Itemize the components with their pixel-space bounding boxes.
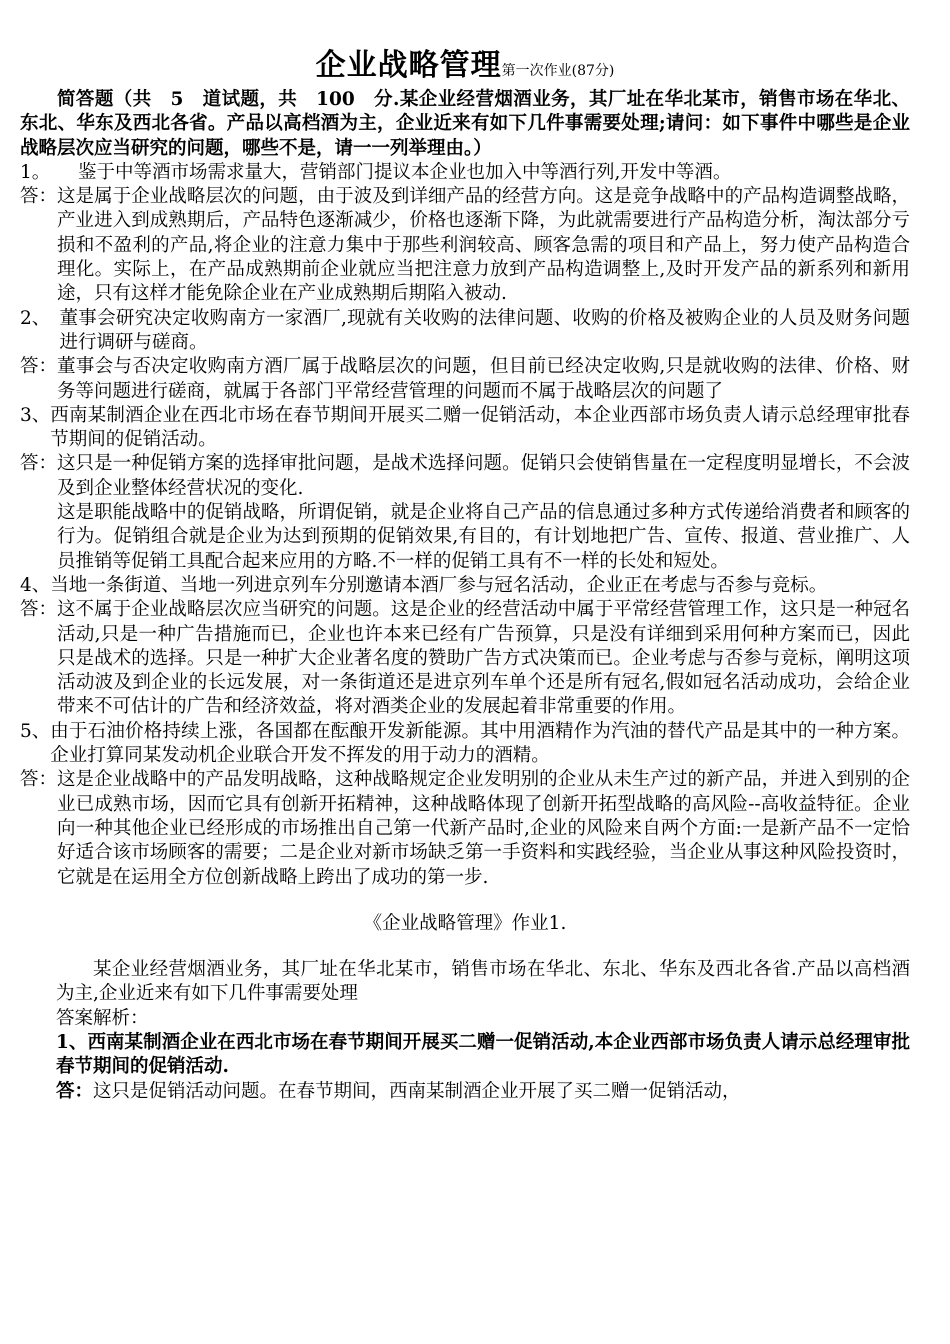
question-item <box>20 404 910 453</box>
document-title: 企业战略管理 <box>315 48 502 83</box>
answer-label: 答： <box>20 769 58 791</box>
answer-paragraph: 董事会与否决定收购南方酒厂属于战略层次的问题，但目前已经决定收购,只是就收购的法律、价格、财务等问题进行磋商，就属于各部门平常经营管理的问题而不属于战略层次的问题了 <box>57 356 910 402</box>
question-number: 3、 <box>20 404 51 426</box>
document-subtitle: 第一次作业(87分) <box>501 63 615 79</box>
answer-item <box>20 768 910 889</box>
answer-label: 答： <box>20 599 58 621</box>
answer-body <box>57 355 910 404</box>
intro-paragraph: 简答题（共 5 道试题，共 100 分.某企业经营烟酒业务，其厂址在华北某市，销售市场在华北、东北、华东及西北各省。产品以高档酒为主，企业近来有如下几件事需要处理;请问：如下事件中哪些是企业战略层次应当研究的问题，哪些不是，请一一列举理由。） <box>20 89 910 159</box>
answer-body <box>57 598 910 719</box>
answer-text: 这只是促销活动问题。在春节期间，西南某制酒企业开展了买二赠一促销活动， <box>93 1080 741 1102</box>
answer-body <box>57 768 910 889</box>
section2-answer-1 <box>20 1080 910 1104</box>
answer-label: 答： <box>20 356 58 378</box>
answer-item <box>20 355 910 404</box>
answer-heading: 答案解析： <box>56 1007 149 1029</box>
question-number: 4、 <box>20 574 51 596</box>
answer-body <box>57 452 910 573</box>
question-item <box>20 720 910 769</box>
answer-label: 答： <box>56 1080 94 1102</box>
answer-paragraph: 这是职能战略中的促销战略，所谓促销，就是企业将自己产品的信息通过多种方式传递给消费者和顾客的行为。促销组合就是企业为达到预期的促销效果,有目的，有计划地把广告、宣传、报道、营业推广、人员推销等促销工具配合起来应用的方略.不一样的促销工具有不一样的长处和短处。 <box>57 502 910 572</box>
question-number: 2、 <box>20 307 60 329</box>
question-text: 由于石油价格持续上涨，各国都在酝酿开发新能源。其中用酒精作为汽油的替代产品是其中的一种方案。企业打算同某发动机企业联合开发不挥发的用于动力的酒精。 <box>50 720 910 767</box>
question-item <box>20 574 910 598</box>
answer-paragraph: 这不属于企业战略层次应当研究的问题。这是企业的经营活动中属于平常经营管理工作，这只是一种冠名活动,只是一种广告措施而已，企业也许本来已经有广告预算，只是没有详细到采用何种方案而已，因此只是战术的选择。只是一种扩大企业著名度的赞助广告方式决策而已。企业考虑与否参与竞标，阐明这项活动波及到企业的长远发展，对一条街道还是进京列车单个还是所有冠名,假如冠名活动成功，会给企业带来不可估计的广告和经济效益，将对酒类企业的发展起着非常重要的作用。 <box>57 599 910 718</box>
section2-title: 《企业战略管理》作业1. <box>363 912 567 934</box>
section2-paragraph: 某企业经营烟酒业务，其厂址在华北某市，销售市场在华北、东北、华东及西北各省.产品以高档酒为主,企业近来有如下几件事需要处理 <box>56 959 910 1005</box>
answer-item <box>20 598 910 719</box>
question-text: 鉴于中等酒市场需求量大，营销部门提议本企业也加入中等酒行列,开发中等酒。 <box>78 161 732 183</box>
question-text: 当地一条街道、当地一列进京列车分别邀请本酒厂参与冠名活动，企业正在考虑与否参与竞标。 <box>50 574 828 596</box>
question-item <box>20 307 910 356</box>
question-text: 西南某制酒企业在西北市场在春节期间开展买二赠一促销活动，本企业西部市场负责人请示总经理审批春节期间的促销活动。 <box>50 404 910 451</box>
section2-question-1: 1、西南某制酒企业在西北市场在春节期间开展买二赠一促销活动,本企业西部市场负责人请示总经理审批春节期间的促销活动. <box>56 1031 910 1078</box>
answer-body <box>57 185 910 306</box>
answer-paragraph: 这是属于企业战略层次的问题，由于波及到详细产品的经营方向。这是竞争战略中的产品构造调整战略，产业进入到成熟期后，产品特色逐渐减少，价格也逐渐下降，为此就需要进行产品构造分析，淘汰部分亏损和不盈利的产品,将企业的注意力集中于那些利润较高、顾客急需的项目和产品上，努力使产品构造合理化。实际上，在产品成熟期前企业就应当把注意力放到产品构造调整上,及时开发产品的新系列和新用途，只有这样才能免除企业在产业成熟期后期陷入被动. <box>57 186 910 305</box>
answer-paragraph: 这只是一种促销方案的选择审批问题，是战术选择问题。促销只会使销售量在一定程度明显增长，不会波及到企业整体经营状况的变化. <box>57 453 910 499</box>
answer-label: 答： <box>20 453 58 475</box>
question-item <box>20 161 910 185</box>
question-number: 5、 <box>20 720 51 742</box>
answer-item <box>20 185 910 306</box>
title-line <box>20 48 910 84</box>
question-number: 1。 <box>20 161 79 183</box>
answer-label: 答： <box>20 186 58 208</box>
answer-paragraph: 这是企业战略中的产品发明战略，这种战略规定企业发明别的企业从未生产过的新产品，并进入到别的企业已成熟市场，因而它具有创新开拓精神，这种战略体现了创新开拓型战略的高风险--高收益特征。企业向一种其他企业已经形成的市场推出自己第一代新产品时,企业的风险来自两个方面:一是新产品不一定恰好适合该市场顾客的需要；二是企业对新市场缺乏第一手资料和实践经验，当企业从事这种风险投资时，它就是在运用全方位创新战略上跨出了成功的第一步. <box>57 769 910 888</box>
document-page <box>20 48 910 1104</box>
answer-item <box>20 452 910 573</box>
question-answer-list <box>20 161 910 890</box>
question-text: 董事会研究决定收购南方一家酒厂,现就有关收购的法律问题、收购的价格及被购企业的人员及财务问题进行调研与磋商。 <box>59 307 910 353</box>
